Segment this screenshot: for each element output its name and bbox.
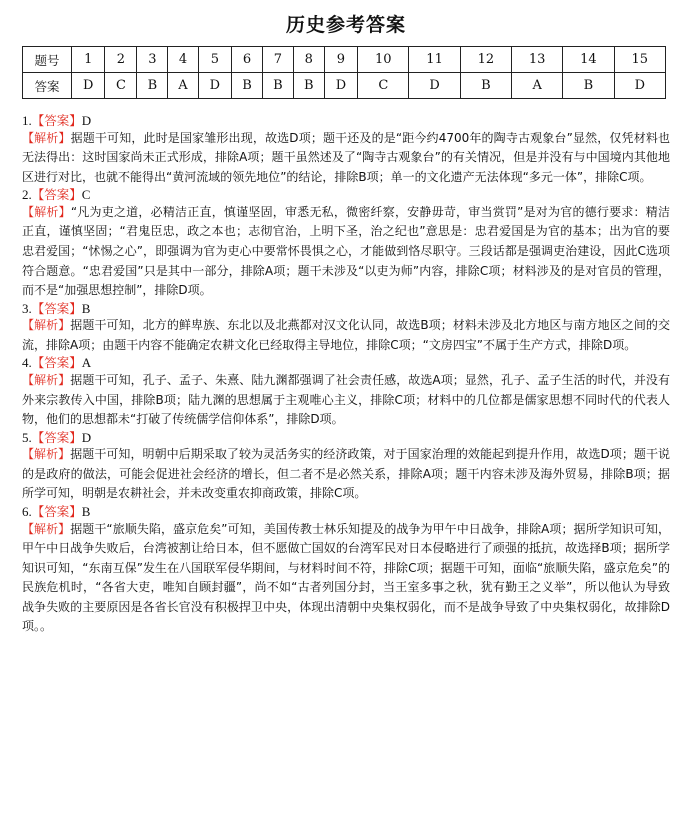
analysis-tag: 【解析】 (22, 521, 71, 536)
question-number-cell: 7 (262, 47, 293, 73)
explanation-paragraph (22, 316, 670, 355)
explanation-text: 据题干可知，孔子、孟子、朱熹、陆九渊都强调了社会责任感，故选A项；显然，孔子、孟子生活的时代，并没有外来宗教传入中国，排除B项；陆九渊的思想属于主观唯心主义，排除C项；材料中的几位都是儒家思想不同时代的代表人物，他们的思想都未“打破了传统儒学信仰体系”，排除D项。 (22, 372, 670, 427)
explanation-text: 据题干可知，此时是国家雏形出现，故选D项；题干还及的是“距今约4700年的陶寺古观象台”显然，仅凭材料也无法得出：这时国家尚未正式形成，排除A项；题干虽然述及了“陶寺古观象台”的有关情况，但是并没有与中国境内其他地区进行对比，也就不能得出“黄河流域的领先地位”的结论，排除B项；单一的文化遗产无法体现“多元一体”，排除C项。 (22, 130, 670, 184)
answer-letter: D (81, 113, 92, 128)
explanation-paragraph (22, 520, 670, 638)
question-number-cell: 1 (72, 47, 105, 73)
row-label-number: 题号 (23, 47, 72, 73)
answer-line (22, 301, 670, 317)
answer-line (22, 355, 670, 371)
question-number-cell: 11 (409, 47, 460, 73)
question-number: 6. (22, 504, 32, 519)
question-number-cell: 15 (614, 47, 665, 73)
question-block (22, 113, 670, 187)
question-number-row (23, 47, 666, 73)
explanations (22, 113, 670, 637)
answer-line (22, 430, 670, 446)
answer-cell: B (232, 73, 263, 99)
answer-cell: D (409, 73, 460, 99)
question-number-cell: 6 (232, 47, 263, 73)
question-number: 5. (22, 429, 32, 445)
answer-tag: 【答案】 (31, 429, 82, 445)
analysis-tag: 【解析】 (22, 447, 71, 462)
page-title: 历史参考答案 (285, 14, 406, 36)
answer-letter: A (81, 355, 92, 371)
question-block (22, 504, 670, 637)
explanation-text: 据题干可知，北方的鲜卑族、东北以及北燕都对汉文化认同，故选B项；材料未涉及北方地区与南方地区之间的交流，排除A项；由题干内容不能确定农耕文化已经取得主导地位，排除C项；“文房四宝”不属于生产方式，排除D项。 (22, 318, 670, 352)
answer-letter: C (81, 187, 91, 203)
answer-cell: D (324, 73, 357, 99)
explanation-paragraph (22, 371, 670, 430)
explanation-text: “凡为吏之道，必精洁正直，慎谨坚固，审悉无私，微密纤察，安静毋苛，审当赏罚”是对为官的德行要求：精洁正直，谨慎坚固；“君鬼臣忠，政之本也；志彻官治，上明下圣，治之纪也”意思是：忠君爱国是为官的基本；出为官的要忠君爱国；“怵惕之心”，即强调为官为吏心中要常怀畏惧之心，才能做到恪尽职守。三段话都是强调吏治建设，因此C选项符合题意。“忠君爱国”只是其中一部分，排除A项；题干未涉及“以吏为师”内容，排除C项；材料涉及的是对官员的管理，而不是“加强思想控制”，排除D项。 (22, 204, 670, 298)
question-block (22, 355, 670, 429)
question-number: 1. (22, 113, 32, 128)
answer-cell: A (512, 73, 563, 99)
analysis-tag: 【解析】 (22, 204, 71, 219)
answer-cell: C (358, 73, 409, 99)
question-number-cell: 5 (198, 47, 231, 73)
answer-tag: 【答案】 (31, 113, 82, 128)
answer-row (23, 73, 666, 99)
answer-tag: 【答案】 (31, 504, 82, 519)
question-block (22, 187, 670, 300)
answer-letter: B (81, 300, 91, 316)
answer-cell: D (198, 73, 231, 99)
question-number-cell: 13 (512, 47, 563, 73)
question-number-cell: 3 (137, 47, 168, 73)
question-number-cell: 10 (358, 47, 409, 73)
analysis-tag: 【解析】 (22, 130, 71, 145)
answer-letter: D (81, 429, 92, 445)
question-number: 4. (22, 355, 32, 371)
question-number: 2. (22, 187, 32, 203)
answer-line (22, 113, 670, 129)
answer-table (22, 46, 666, 99)
row-label-answer: 答案 (23, 73, 72, 99)
answer-tag: 【答案】 (31, 300, 82, 316)
answer-cell: C (105, 73, 137, 99)
answer-tag: 【答案】 (31, 355, 82, 371)
question-number: 3. (22, 300, 32, 316)
answer-tag: 【答案】 (31, 187, 82, 203)
answer-line (22, 187, 670, 203)
question-number-cell: 8 (293, 47, 324, 73)
answer-cell: B (563, 73, 614, 99)
question-number-cell: 4 (168, 47, 198, 73)
answer-cell: B (262, 73, 293, 99)
answer-cell: B (460, 73, 511, 99)
answer-cell: D (72, 73, 105, 99)
explanation-text: 据题干可知，明朝中后期采取了较为灵活务实的经济政策，对于国家治理的效能起到提升作用，故选D项；题干说的是政府的做法，可能会促进社会经济的增长，但二者不是必然关系，排除A项；题干内容未涉及海外贸易，排除B项；据所学可知，明朝是农耕社会，并未改变重农抑商政策，排除C项。 (22, 447, 670, 501)
question-block (22, 430, 670, 504)
analysis-tag: 【解析】 (22, 372, 71, 387)
explanation-paragraph (22, 203, 670, 301)
question-block (22, 301, 670, 356)
explanation-text: 据题干“旅顺失陷，盛京危矣”可知，美国传教士林乐知提及的战争为甲午中日战争，排除A项；据所学知识可知，甲午中日战争失败后，台湾被割让给日本，但不愿做亡国奴的台湾军民对日本侵略进行了顽强的抵抗，故选择B项；据所学知识可知，“东南互保”发生在八国联军侵华期间，与材料时间不符，排除C项；据题干可知，面临“旅顺失陷，盛京危矣”的民族危机时，“各省大吏，唯知自顾封疆”，尚不如“古者列国分封，当王室多事之秋，犹有勤王之义举”，所以他认为导致战争失败的主要原因是各省长官没有积极捍卫中央，体现出清朝中央集权弱化，而不是战争导致了中央集权弱化，故排除D项。。 (22, 521, 670, 634)
answer-letter: B (81, 504, 91, 519)
question-number-cell: 2 (105, 47, 137, 73)
explanation-paragraph (22, 129, 670, 188)
answer-cell: A (168, 73, 198, 99)
question-number-cell: 12 (460, 47, 511, 73)
explanation-paragraph (22, 445, 670, 504)
answer-cell: D (614, 73, 665, 99)
question-number-cell: 9 (324, 47, 357, 73)
answer-cell: B (137, 73, 168, 99)
answer-line (22, 504, 670, 520)
analysis-tag: 【解析】 (22, 318, 71, 333)
answer-cell: B (293, 73, 324, 99)
question-number-cell: 14 (563, 47, 614, 73)
